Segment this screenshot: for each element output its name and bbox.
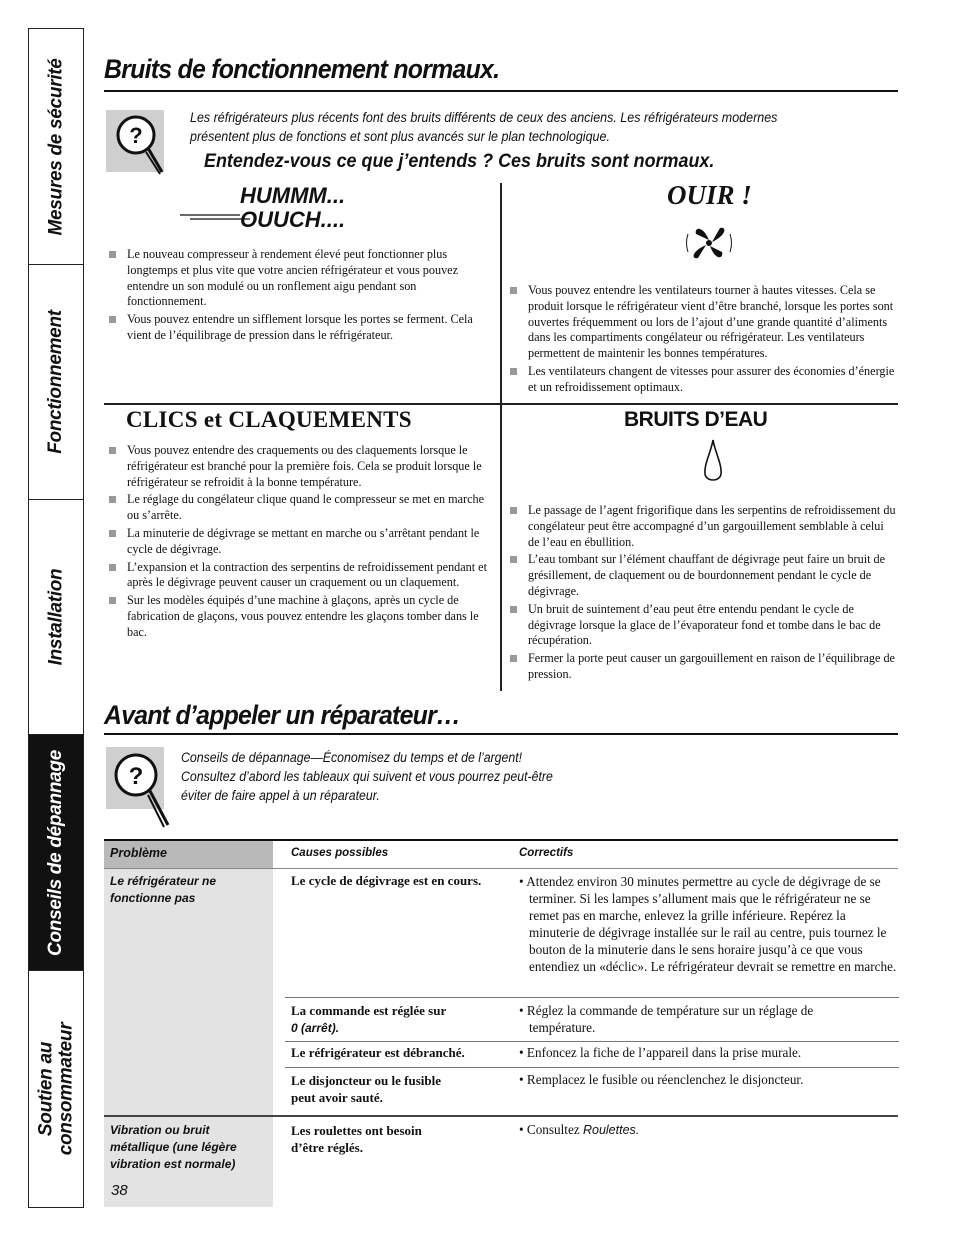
tab-soutien-consommateur[interactable] xyxy=(29,971,83,1207)
fix-cell: • Consultez Roulettes. xyxy=(519,1122,640,1137)
row-separator xyxy=(104,868,898,869)
list-item: Le nouveau compresseur à rendement élevé peut fonctionner plus longtemps et plus vite que votre ancien réfrigérateur et vous pouvez entendre un son modulé ou un ronflement aigu pendant son fonctionnement. xyxy=(107,247,487,310)
question-icon xyxy=(106,747,164,809)
list-item: Vous pouvez entendre des craquements ou des claquements lorsque le réfrigérateur est branché pour la première fois. Cela se produit lorsque le réfrigérateur se refroidit à la bonne température. xyxy=(107,443,489,490)
list-item: Vous pouvez entendre un sifflement lorsque les portes se ferment. Cela vient de l’équilibrage de pression dans le réfrigérateur. xyxy=(107,312,487,344)
fix-cell: • Réglez la commande de température sur un réglage de température. xyxy=(519,1003,814,1035)
list-item: Le réglage du congélateur clique quand le compresseur se met en marche ou s’arrête. xyxy=(107,492,489,524)
hummm-list xyxy=(107,247,487,346)
problem-label: Le réfrigérateur ne fonctionne pas xyxy=(110,874,217,905)
fix-cell: • Remplacez le fusible ou réenclenchez le disjoncteur. xyxy=(519,1072,804,1087)
list-item: La minuterie de dégivrage se mettant en marche ou s’arrêtant pendant le cycle de dégivrage. xyxy=(107,526,489,558)
header-causes: Causes possibles xyxy=(291,847,389,859)
svg-text:?: ? xyxy=(129,123,143,148)
tab-label: Installation xyxy=(45,568,67,666)
list-item: Le passage de l’agent frigorifique dans les serpentins de refroidissement du congélateur peut être accompagné d’un gargouillement semblable à celui de l’eau en ébullition. xyxy=(508,503,898,550)
title-rule xyxy=(104,733,898,735)
tab-fonctionnement[interactable] xyxy=(29,265,83,500)
list-item: Sur les modèles équipés d’une machine à glaçons, après un cycle de fabrication de glaçons, vous pouvez entendre les glaçons tomber dans le bac. xyxy=(107,593,489,640)
tab-installation[interactable] xyxy=(29,500,83,735)
row-separator xyxy=(285,1041,899,1042)
list-item: Un bruit de suintement d’eau peut être entendu pendant le cycle de dégivrage lorsque la glace de l’évaporateur fond et tombe dans le bac de récupération. xyxy=(508,602,898,649)
header-correctifs: Correctifs xyxy=(519,847,574,859)
cause-cell: Le réfrigérateur est débranché. xyxy=(291,1045,465,1060)
ouir-list xyxy=(508,283,898,398)
title-rule xyxy=(104,90,898,92)
problem-label: Vibration ou bruit métallique (une légère vibration est normale) xyxy=(110,1123,237,1171)
divider-horizontal xyxy=(104,403,898,405)
ouir-title: OUIR ! xyxy=(667,180,752,210)
cause-cell: Le disjoncteur ou le fusible peut avoir sauté. xyxy=(291,1073,441,1105)
clics-title: CLICS et CLAQUEMENTS xyxy=(126,407,412,432)
section-title-bruits: Bruits de fonctionnement normaux. xyxy=(104,54,500,84)
tab-conseils-depannage[interactable] xyxy=(29,735,83,971)
eau-title: BRUITS D’EAU xyxy=(624,408,768,431)
troubleshoot-intro: Conseils de dépannage—Économisez du temps et de l’argent! Consultez d’abord les tableaux qui suivent et vous pourrez peut-être éviter de faire appel à un réparateur. xyxy=(181,750,553,803)
row-separator xyxy=(285,1067,899,1068)
section-title-reparateur: Avant d’appeler un réparateur… xyxy=(104,700,461,730)
hummm-title: HUMMM... OUUCH.... xyxy=(240,183,346,232)
fix-cell: • Attendez environ 30 minutes permettre au cycle de dégivrage de se terminer. Si les lampes s’allument mais que le réfrigérateur ne se remet pas en marche, enlevez la grille inférieure. Repérez la minuterie de dégivrage installée sur le rail au centre, puis tournez le bouton de la minuterie dans le sens horaire jusqu’à ce que vous entendiez un «déclic». Le réfrigérateur devrait se remettre en marche. xyxy=(519,874,897,974)
tab-mesures-securite[interactable] xyxy=(29,29,83,265)
cause-cell: Les roulettes ont besoin d’être réglés. xyxy=(291,1123,422,1155)
intro-text: Les réfrigérateurs plus récents font des bruits différents de ceux des anciens. Les réfrigérateurs modernes présentent plus de fonctions et sont plus avancés sur le plan technologique. xyxy=(190,110,778,144)
cause-cell: Le cycle de dégivrage est en cours. xyxy=(291,873,482,888)
tab-label: Fonctionnement xyxy=(45,310,67,454)
list-item: L’expansion et la contraction des serpentins de refroidissement pendant et après le dégivrage peuvent causer un craquement ou un claquement. xyxy=(107,560,489,592)
header-probleme: Problème xyxy=(110,846,167,860)
tab-label: Mesures de sécurité xyxy=(45,58,66,235)
eau-list xyxy=(508,503,898,685)
row-separator xyxy=(285,997,899,998)
subtitle: Entendez-vous ce que j’entends ? Ces bruits sont normaux. xyxy=(204,150,715,172)
sidebar-tabs xyxy=(28,28,84,1208)
page-number: 38 xyxy=(111,1182,128,1199)
list-item: Les ventilateurs changent de vitesses pour assurer des économies d’énergie et un refroidissement optimaux. xyxy=(508,364,898,396)
list-item: L’eau tombant sur l’élément chauffant de dégivrage peut faire un bruit de grésillement, de claquement ou de bourdonnement pendant le cycle de dégivrage. xyxy=(508,552,898,599)
fan-icon xyxy=(684,220,734,266)
tab-label: Soutien au consommateur xyxy=(35,1022,77,1156)
clics-list xyxy=(107,443,489,643)
svg-text:?: ? xyxy=(128,763,144,790)
water-drop-icon xyxy=(702,438,724,486)
question-icon xyxy=(106,110,164,172)
tab-label: Conseils de dépannage xyxy=(45,749,67,956)
list-item: Fermer la porte peut causer un gargouillement en raison de l’équilibrage de pression. xyxy=(508,651,898,683)
list-item: Vous pouvez entendre les ventilateurs tourner à hautes vitesses. Cela se produit lorsque le réfrigérateur vient d’être branché, lorsque les portes sont ouvertes fréquemment ou lors de l’ajout d’une grande quantité d’aliments dans les compartiments congélateur ou réfrigérateur. Les ventilateurs permettent de maintenir les bonnes températures. xyxy=(508,283,898,362)
row-separator xyxy=(104,1115,898,1117)
fix-cell: • Enfoncez la fiche de l’appareil dans la prise murale. xyxy=(519,1045,802,1060)
cause-cell: La commande est réglée sur 0 (arrêt). xyxy=(291,1003,447,1035)
divider-vertical xyxy=(500,183,502,691)
